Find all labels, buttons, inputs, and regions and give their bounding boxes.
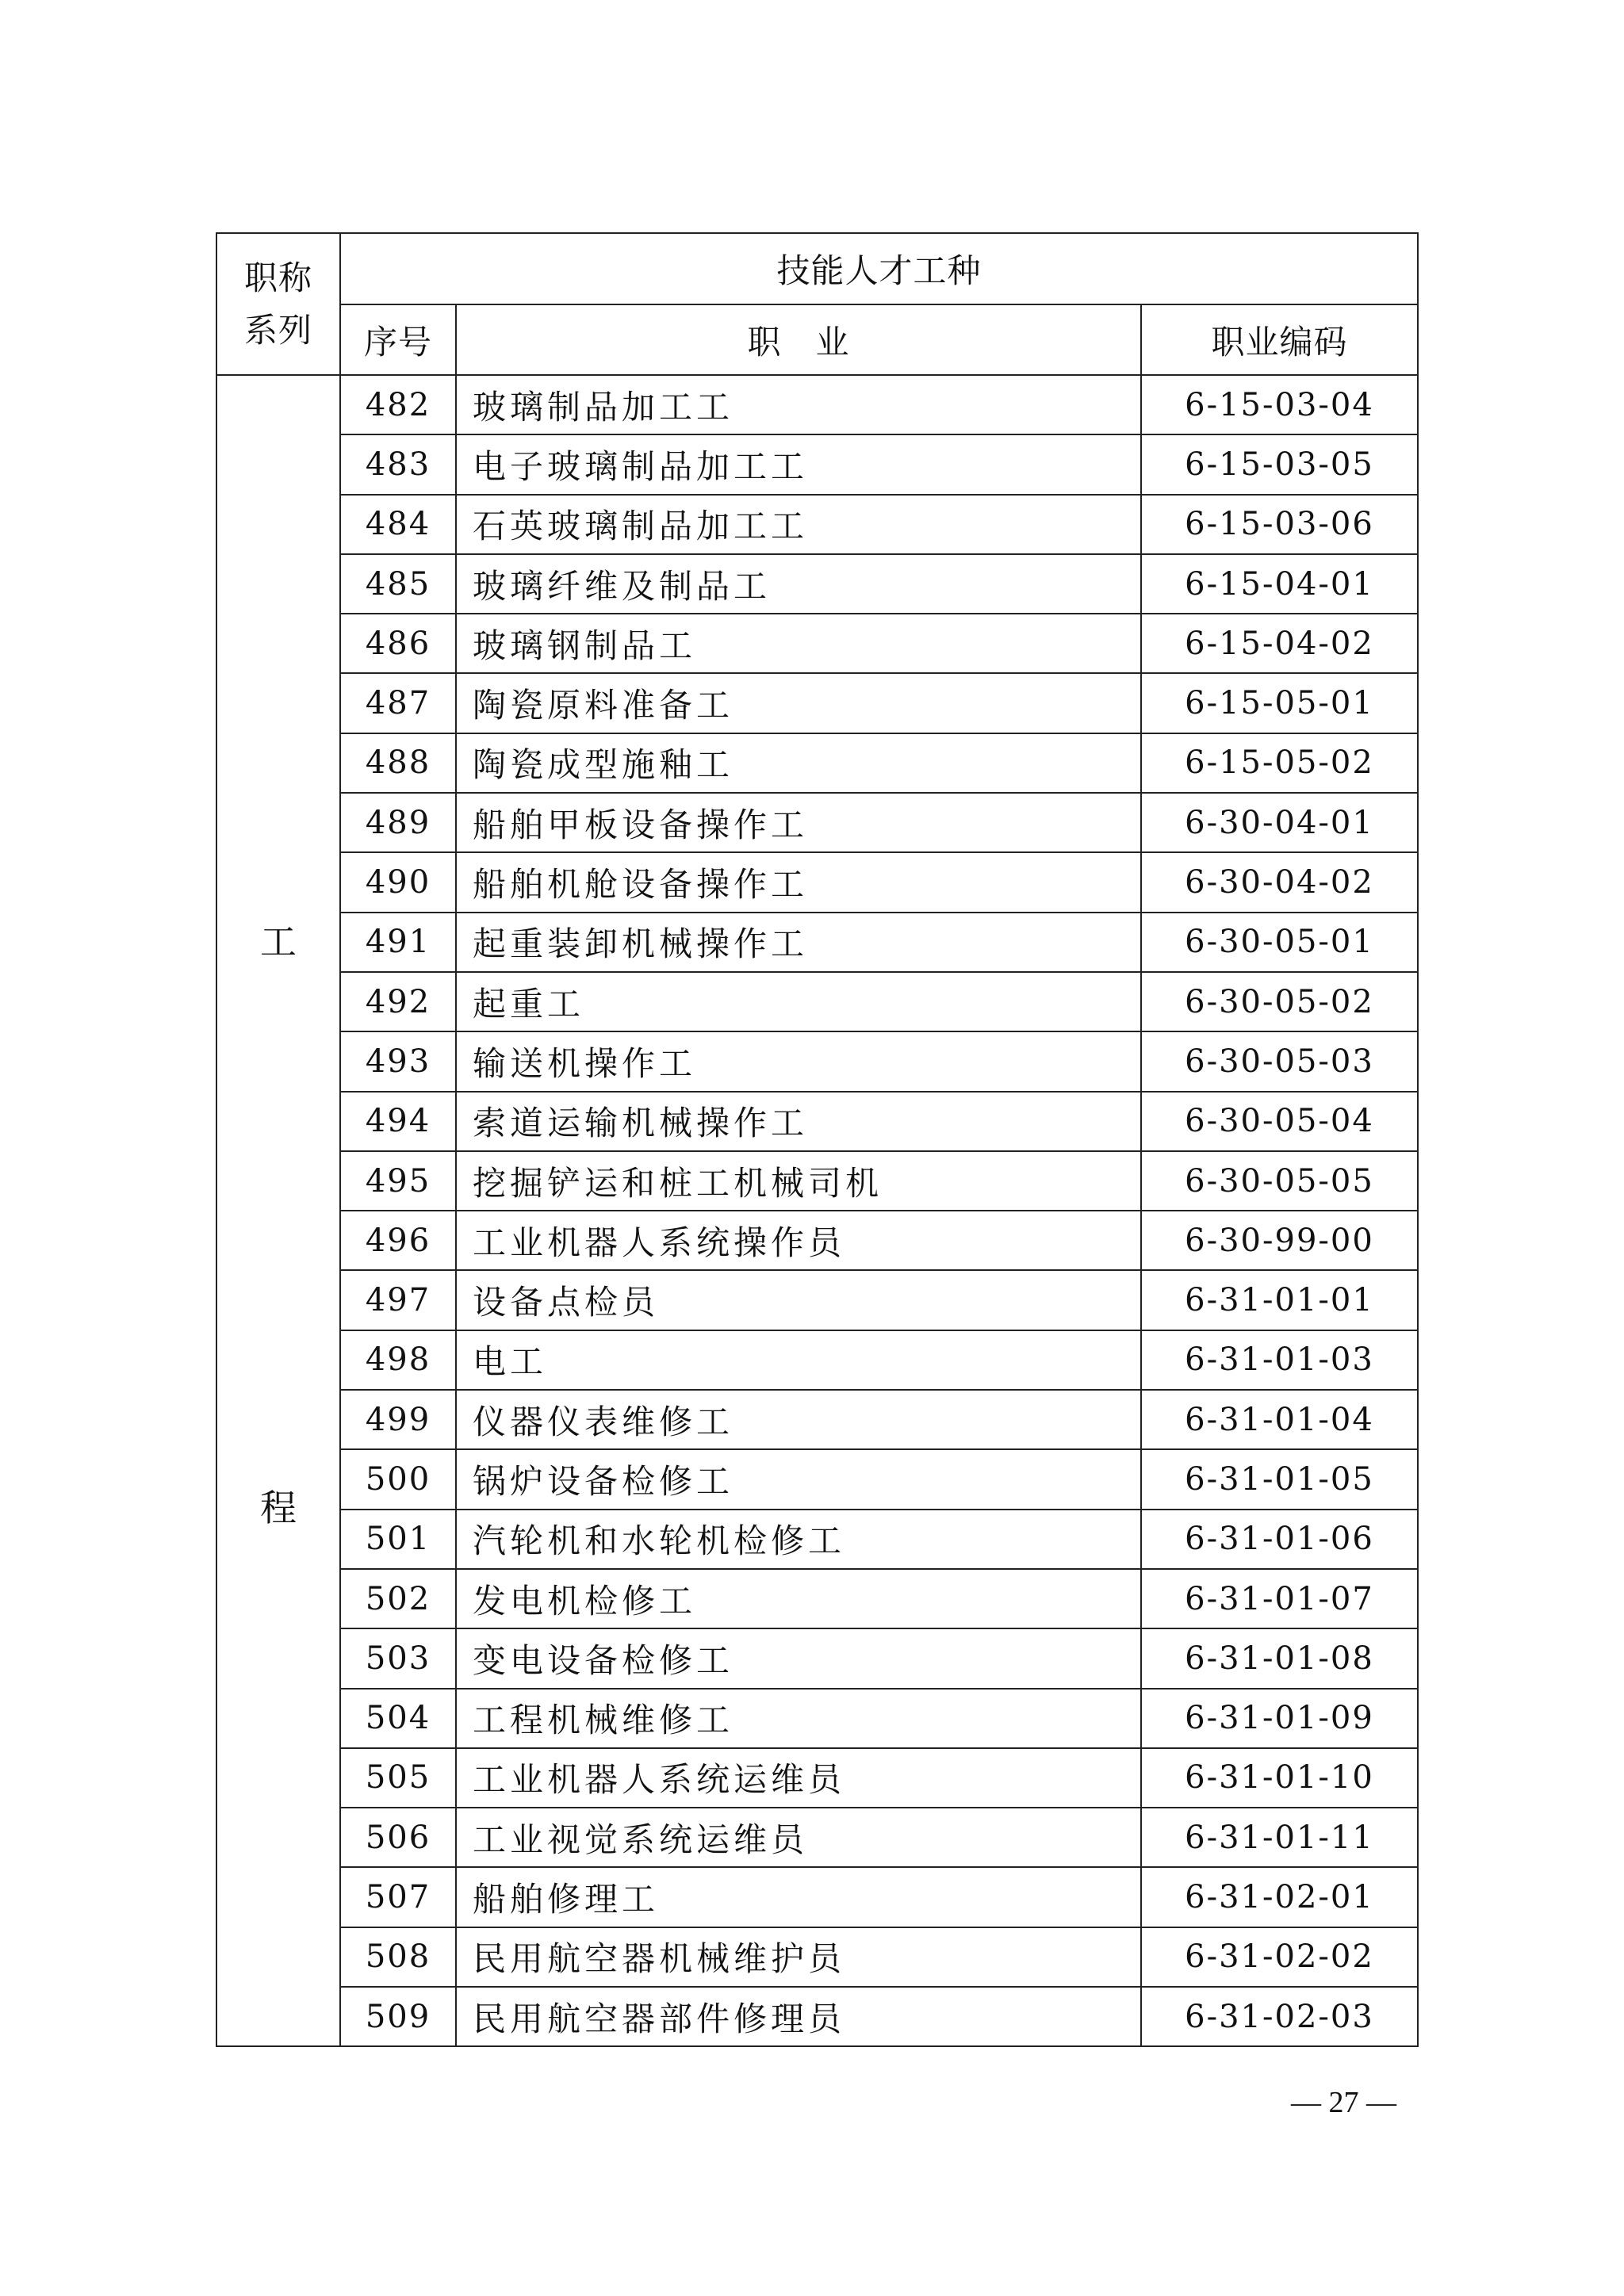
- occupation-cell: 玻璃钢制品工: [456, 614, 1141, 673]
- number-cell: 482: [340, 375, 456, 434]
- table-row: [216, 913, 1418, 972]
- number-cell: 486: [340, 614, 456, 673]
- code-cell: 6-31-01-11: [1141, 1808, 1418, 1867]
- code-cell: 6-31-01-01: [1141, 1270, 1418, 1330]
- code-cell: 6-15-05-02: [1141, 733, 1418, 793]
- code-cell: 6-30-04-01: [1141, 793, 1418, 852]
- table-row: [216, 1748, 1418, 1808]
- code-cell: 6-31-01-07: [1141, 1569, 1418, 1628]
- code-cell: 6-15-04-01: [1141, 554, 1418, 614]
- table-row: [216, 852, 1418, 912]
- occupation-cell: 陶瓷成型施釉工: [456, 733, 1141, 793]
- number-cell: 501: [340, 1510, 456, 1569]
- table-row: [216, 1628, 1418, 1688]
- number-cell: 507: [340, 1867, 456, 1927]
- table-row: [216, 733, 1418, 793]
- occupation-cell: 玻璃纤维及制品工: [456, 554, 1141, 614]
- occupation-cell: 发电机检修工: [456, 1569, 1141, 1628]
- occupation-cell: 变电设备检修工: [456, 1628, 1141, 1688]
- code-cell: 6-31-01-10: [1141, 1748, 1418, 1808]
- number-cell: 505: [340, 1748, 456, 1808]
- code-cell: 6-15-04-02: [1141, 614, 1418, 673]
- table-row: [216, 1151, 1418, 1211]
- number-cell: 502: [340, 1569, 456, 1628]
- number-cell: 497: [340, 1270, 456, 1330]
- table-row: [216, 1927, 1418, 1987]
- table-row: [216, 375, 1418, 434]
- occupation-cell: 设备点检员: [456, 1270, 1141, 1330]
- occupation-cell: 索道运输机械操作工: [456, 1092, 1141, 1151]
- number-cell: 483: [340, 434, 456, 494]
- table-row: [216, 1211, 1418, 1270]
- series-header-line1: 职称: [243, 258, 312, 297]
- series-char-2: 程: [260, 1487, 297, 1529]
- table-row: [216, 1270, 1418, 1330]
- code-cell: 6-30-05-05: [1141, 1151, 1418, 1211]
- code-cell: 6-15-05-01: [1141, 673, 1418, 733]
- number-cell: 491: [340, 913, 456, 972]
- number-cell: 488: [340, 733, 456, 793]
- code-cell: 6-30-04-02: [1141, 852, 1418, 912]
- occupation-cell: 电工: [456, 1330, 1141, 1390]
- occupation-cell: 陶瓷原料准备工: [456, 673, 1141, 733]
- number-column-header: 序号: [340, 304, 456, 375]
- code-cell: 6-30-05-01: [1141, 913, 1418, 972]
- table-row: [216, 1031, 1418, 1091]
- code-cell: 6-31-01-09: [1141, 1689, 1418, 1748]
- table-row: [216, 1449, 1418, 1509]
- table-row: [216, 673, 1418, 733]
- number-cell: 487: [340, 673, 456, 733]
- occupation-cell: 仪器仪表维修工: [456, 1390, 1141, 1449]
- code-cell: 6-31-01-08: [1141, 1628, 1418, 1688]
- code-cell: 6-31-01-03: [1141, 1330, 1418, 1390]
- number-cell: 503: [340, 1628, 456, 1688]
- code-cell: 6-15-03-05: [1141, 434, 1418, 494]
- code-cell: 6-31-01-05: [1141, 1449, 1418, 1509]
- table-row: [216, 434, 1418, 494]
- occupation-cell: 玻璃制品加工工: [456, 375, 1141, 434]
- series-char-1: 工: [260, 920, 297, 963]
- occupation-cell: 汽轮机和水轮机检修工: [456, 1510, 1141, 1569]
- series-cell: [216, 375, 340, 2046]
- occupation-cell: 锅炉设备检修工: [456, 1449, 1141, 1509]
- table-row: [216, 1330, 1418, 1390]
- number-cell: 508: [340, 1927, 456, 1987]
- number-cell: 494: [340, 1092, 456, 1151]
- occupation-cell: 起重工: [456, 972, 1141, 1031]
- number-cell: 499: [340, 1390, 456, 1449]
- table-row: [216, 554, 1418, 614]
- occupation-column-header: 职 业: [456, 304, 1141, 375]
- table-row: [216, 793, 1418, 852]
- number-cell: 500: [340, 1449, 456, 1509]
- series-header-line2: 系列: [243, 310, 312, 350]
- code-cell: 6-31-01-06: [1141, 1510, 1418, 1569]
- table-row: [216, 1390, 1418, 1449]
- occupation-cell: 工业视觉系统运维员: [456, 1808, 1141, 1867]
- occupation-cell: 工业机器人系统操作员: [456, 1211, 1141, 1270]
- number-cell: 509: [340, 1987, 456, 2046]
- code-cell: 6-30-05-04: [1141, 1092, 1418, 1151]
- number-cell: 493: [340, 1031, 456, 1091]
- occupation-cell: 民用航空器部件修理员: [456, 1987, 1141, 2046]
- occupation-cell: 挖掘铲运和桩工机械司机: [456, 1151, 1141, 1211]
- code-cell: 6-31-02-02: [1141, 1927, 1418, 1987]
- table-row: [216, 1510, 1418, 1569]
- occupation-cell: 船舶甲板设备操作工: [456, 793, 1141, 852]
- table-row: [216, 614, 1418, 673]
- code-cell: 6-31-02-03: [1141, 1987, 1418, 2046]
- number-cell: 496: [340, 1211, 456, 1270]
- number-cell: 506: [340, 1808, 456, 1867]
- table-row: [216, 495, 1418, 554]
- occupation-cell: 电子玻璃制品加工工: [456, 434, 1141, 494]
- occupation-table: [216, 232, 1419, 2047]
- number-cell: 504: [340, 1689, 456, 1748]
- number-cell: 489: [340, 793, 456, 852]
- code-cell: 6-30-05-02: [1141, 972, 1418, 1031]
- occupation-cell: 民用航空器机械维护员: [456, 1927, 1141, 1987]
- occupation-cell: 石英玻璃制品加工工: [456, 495, 1141, 554]
- occupation-cell: 船舶机舱设备操作工: [456, 852, 1141, 912]
- table-row: [216, 1987, 1418, 2046]
- number-cell: 490: [340, 852, 456, 912]
- code-cell: 6-15-03-06: [1141, 495, 1418, 554]
- header-row-2: [216, 304, 1418, 375]
- page-number: — 27 —: [1291, 2086, 1396, 2119]
- occupation-cell: 工业机器人系统运维员: [456, 1748, 1141, 1808]
- occupation-cell: 起重装卸机械操作工: [456, 913, 1141, 972]
- number-cell: 484: [340, 495, 456, 554]
- code-column-header: 职业编码: [1141, 304, 1418, 375]
- code-cell: 6-30-99-00: [1141, 1211, 1418, 1270]
- code-cell: 6-15-03-04: [1141, 375, 1418, 434]
- group-header: 技能人才工种: [340, 233, 1418, 304]
- table-row: [216, 1689, 1418, 1748]
- table-row: [216, 972, 1418, 1031]
- number-cell: 498: [340, 1330, 456, 1390]
- table-row: [216, 1569, 1418, 1628]
- occupation-cell: 工程机械维修工: [456, 1689, 1141, 1748]
- occupation-cell: 输送机操作工: [456, 1031, 1141, 1091]
- code-cell: 6-30-05-03: [1141, 1031, 1418, 1091]
- occupation-cell: 船舶修理工: [456, 1867, 1141, 1927]
- table-row: [216, 1092, 1418, 1151]
- header-row-1: [216, 233, 1418, 304]
- code-cell: 6-31-02-01: [1141, 1867, 1418, 1927]
- number-cell: 495: [340, 1151, 456, 1211]
- number-cell: 492: [340, 972, 456, 1031]
- number-cell: 485: [340, 554, 456, 614]
- series-header-cell: [216, 233, 340, 375]
- table-row: [216, 1867, 1418, 1927]
- code-cell: 6-31-01-04: [1141, 1390, 1418, 1449]
- table-row: [216, 1808, 1418, 1867]
